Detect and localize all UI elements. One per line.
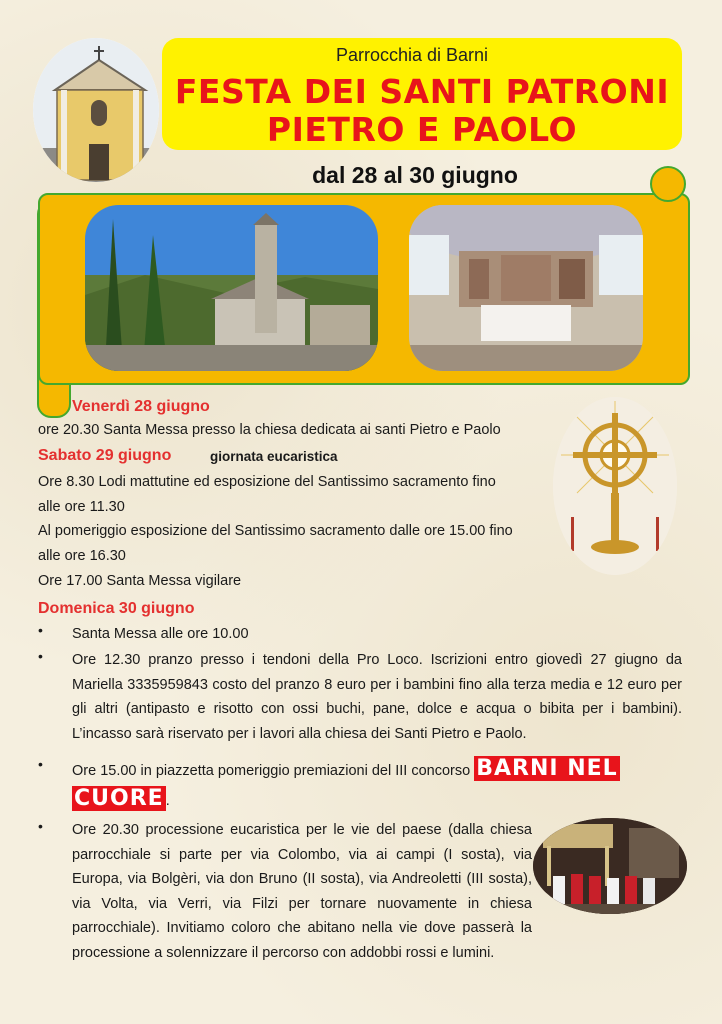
chapel-interior-photo bbox=[409, 205, 643, 371]
event-dates: dal 28 al 30 giugno bbox=[312, 162, 518, 188]
saturday-line1b: alle ore 11.30 bbox=[38, 499, 125, 515]
event-title-line2: PIETRO E PAOLO bbox=[266, 110, 578, 149]
friday-line: ore 20.30 Santa Messa presso la chiesa dedicata ai santi Pietro e Paolo bbox=[38, 422, 501, 438]
saturday-heading: Sabato 29 giugno bbox=[38, 447, 172, 464]
contest-title-part1: BARNI NEL bbox=[476, 756, 618, 781]
bullet-glyph: • bbox=[38, 756, 43, 772]
contest-title-part2: CUORE bbox=[74, 786, 164, 811]
sunday-item-mass: Santa Messa alle ore 10.00 bbox=[72, 626, 249, 642]
sunday-item-contest bbox=[72, 756, 682, 816]
contest-word: concorso bbox=[411, 763, 471, 779]
saturday-line2b: alle ore 16.30 bbox=[38, 548, 126, 564]
bullet-glyph: • bbox=[38, 622, 43, 638]
procession-photo bbox=[533, 818, 687, 914]
sunday-heading: Domenica 30 giugno bbox=[38, 600, 195, 617]
event-title-line1: FESTA DEI SANTI PATRONI bbox=[174, 72, 670, 111]
saturday-line3: Ore 17.00 Santa Messa vigilare bbox=[38, 573, 242, 589]
parish-name: Parrocchia di Barni bbox=[335, 45, 489, 65]
bullet-glyph: • bbox=[38, 648, 43, 664]
contest-prefix: Ore 15.00 in piazzetta pomeriggio premiazioni del bbox=[72, 763, 392, 779]
saturday-tag: giornata eucaristica bbox=[210, 449, 338, 464]
village-church-photo bbox=[85, 205, 378, 371]
saturday-line1a: Ore 8.30 Lodi mattutine ed esposizione del Santissimo sacramento fino bbox=[38, 474, 496, 490]
bullet-glyph: • bbox=[38, 818, 43, 834]
sunday-item-procession: Ore 20.30 processione eucaristica per le vie del paese (dalla chiesa parrocchiale si parte per via Colombo, via ai campi (I sosta), via Europa, via Bolgèri, via don Bruno (II sosta), via Andreoletti (III sosta), via Volta, via Verri, via Filzi per tornare nuovamente in chiesa parrocchiale). Invitiamo coloro che abitano nella vie dove passerà la processione a solennizzare il percorso con addobbi rossi e lumini. bbox=[72, 822, 532, 961]
scroll-curl bbox=[650, 166, 686, 202]
friday-heading: Venerdì 28 giugno bbox=[72, 398, 210, 415]
sunday-item-lunch: Ore 12.30 pranzo presso i tendoni della Pro Loco. Iscrizioni entro giovedì 27 giugno da Mariella 3335959843 costo del pranzo 8 euro per i bambini fino alla terza media e 12 euro per gli altri (antipasto e risotto con ossi buchi, pane, dolce e acqua o bibita per i bambini). L’incasso sarà riservato per i lavori alla chiesa dei Santi Pietro e Paolo. bbox=[72, 652, 682, 742]
contest-suffix: . bbox=[165, 793, 170, 809]
contest-edition: III bbox=[395, 763, 408, 779]
church-photo bbox=[33, 38, 159, 182]
saturday-line2a: Al pomeriggio esposizione del Santissimo sacramento dalle ore 15.00 fino bbox=[38, 523, 513, 539]
